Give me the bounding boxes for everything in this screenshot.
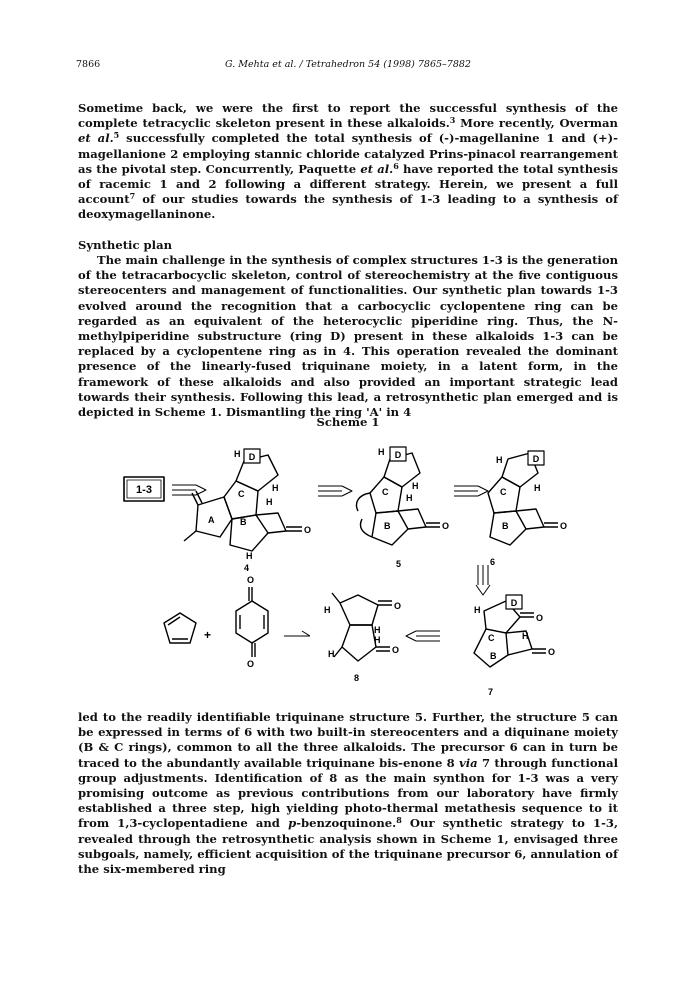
svg-text:O: O bbox=[548, 647, 556, 657]
compound-4 bbox=[184, 449, 311, 573]
compound-8 bbox=[324, 593, 401, 683]
svg-text:B: B bbox=[240, 517, 247, 527]
paragraph-intro: Sometime back, we were the first to report the successful synthesis of the complete tetracyclic skeleton present in these alkaloids.$^3$ More recently, Overman et al.$^5$ successfully completed the total synthesis of (-)-magellanine 1 and (+)-magellanione 2 employing stannic chloride catalyzed Prins-pinacol rearrangement as the pivotal step. Concurrently, Paquette et al.$^6$ have reported the total synthesis of racemic 1 and 2 following a different strategy. Herein, we present a full account$^7$ of our studies towards the synthesis of 1-3 leading to a synthesis of deoxymagellaninone. bbox=[78, 101, 618, 222]
svg-text:H: H bbox=[534, 483, 541, 493]
svg-text:O: O bbox=[247, 659, 255, 669]
svg-text:H: H bbox=[406, 493, 413, 503]
svg-text:C: C bbox=[382, 487, 389, 497]
svg-text:D: D bbox=[248, 452, 256, 462]
label-7: 7 bbox=[488, 687, 494, 697]
svg-text:O: O bbox=[247, 575, 255, 585]
compound-7 bbox=[474, 595, 555, 697]
svg-text:H: H bbox=[324, 605, 331, 615]
compound-6 bbox=[488, 451, 567, 567]
svg-text:H: H bbox=[328, 649, 335, 659]
svg-text:O: O bbox=[304, 525, 312, 535]
label-8: 8 bbox=[354, 673, 360, 683]
scheme-title: Scheme 1 bbox=[316, 415, 380, 429]
paragraph-continuation: led to the readily identifiable triquinane structure 5. Further, the structure 5 can be expressed in terms of 6 with two built-in stereocenters and a diquinane moiety (B & C rings), common to all the three alkaloids. The precursor 6 can in turn be traced to the abundantly available triquinane bis-enone 8 via 7 through functional group adjustments. Identification of 8 as the main synthon for 1-3 was a very promising outcome as previous contributions from our laboratory have firmly established a three step, high yielding photo-thermal metathesis sequence to it from 1,3-cyclopentadiene and p-benzoquinone.$^8$ Our synthetic strategy to 1-3, revealed through the retrosynthetic analysis shown in Scheme 1, envisaged three subgoals, namely, efficient acquisition of the triquinane precursor 6, annulation of the six-membered ring bbox=[78, 710, 619, 877]
section-heading: Synthetic plan bbox=[78, 238, 173, 252]
paragraph-synthetic-plan: The main challenge in the synthesis of complex structures 1-3 is the generation of the tetracarbocyclic skeleton, control of stereochemistry at the five contiguous stereocenters and management of functionalities. Our synthetic plan towards 1-3 evolved around the recognition that a carbocyclic cyclopentene ring can be regarded as an equivalent of the heterocyclic piperidine ring. Thus, the N-methylpiperidine substructure (ring D) present in these alkaloids 1-3 can be replaced by a cyclopentene ring as in 4. This operation revealed the dominant presence of the linearly-fused triquinane moiety, in a latent form, in the framework of these alkaloids and also provided an important strategic lead towards their synthesis. Following this lead, a retrosynthetic plan emerged and is depicted in Scheme 1. Dismantling the ring 'A' in 4 bbox=[78, 253, 618, 420]
svg-text:H: H bbox=[374, 635, 381, 645]
svg-text:H: H bbox=[474, 605, 481, 615]
forward-arrow bbox=[284, 631, 310, 636]
svg-text:B: B bbox=[502, 521, 509, 531]
svg-text:H: H bbox=[266, 497, 273, 507]
retro-arrow-3 bbox=[454, 486, 488, 496]
target-label: 1-3 bbox=[136, 484, 152, 496]
page-number: 7866 bbox=[76, 59, 101, 70]
p-benzoquinone bbox=[236, 575, 268, 669]
svg-text:B: B bbox=[490, 651, 497, 661]
target-box bbox=[124, 477, 164, 501]
svg-text:H: H bbox=[522, 631, 529, 641]
svg-text:O: O bbox=[442, 521, 450, 531]
svg-text:O: O bbox=[560, 521, 568, 531]
svg-text:H: H bbox=[272, 483, 279, 493]
svg-text:H: H bbox=[246, 551, 253, 561]
svg-text:D: D bbox=[532, 454, 540, 464]
svg-text:D: D bbox=[510, 598, 518, 608]
retro-arrow-down bbox=[476, 565, 490, 595]
svg-text:C: C bbox=[488, 633, 495, 643]
retro-arrow-1 bbox=[172, 485, 206, 495]
svg-text:O: O bbox=[392, 645, 400, 655]
svg-text:H: H bbox=[378, 447, 385, 457]
svg-text:H: H bbox=[374, 625, 381, 635]
svg-text:H: H bbox=[412, 481, 419, 491]
svg-text:O: O bbox=[394, 601, 402, 611]
label-6: 6 bbox=[490, 557, 496, 567]
svg-text:A: A bbox=[208, 515, 215, 525]
svg-text:D: D bbox=[394, 450, 402, 460]
label-5: 5 bbox=[396, 559, 402, 569]
svg-text:C: C bbox=[238, 489, 245, 499]
running-title: G. Mehta et al. / Tetrahedron 54 (1998) 7865–7882 bbox=[225, 59, 471, 70]
cyclopentadiene bbox=[164, 613, 196, 643]
retro-arrow-left bbox=[406, 631, 440, 641]
plus-sign: + bbox=[204, 628, 212, 642]
retro-arrow-2 bbox=[318, 486, 352, 496]
scheme-1-diagram bbox=[96, 433, 616, 705]
svg-text:B: B bbox=[384, 521, 391, 531]
compound-5 bbox=[357, 447, 450, 569]
svg-text:H: H bbox=[234, 449, 241, 459]
svg-text:C: C bbox=[500, 487, 507, 497]
svg-text:H: H bbox=[496, 455, 503, 465]
label-4: 4 bbox=[244, 563, 250, 573]
svg-text:O: O bbox=[536, 613, 544, 623]
